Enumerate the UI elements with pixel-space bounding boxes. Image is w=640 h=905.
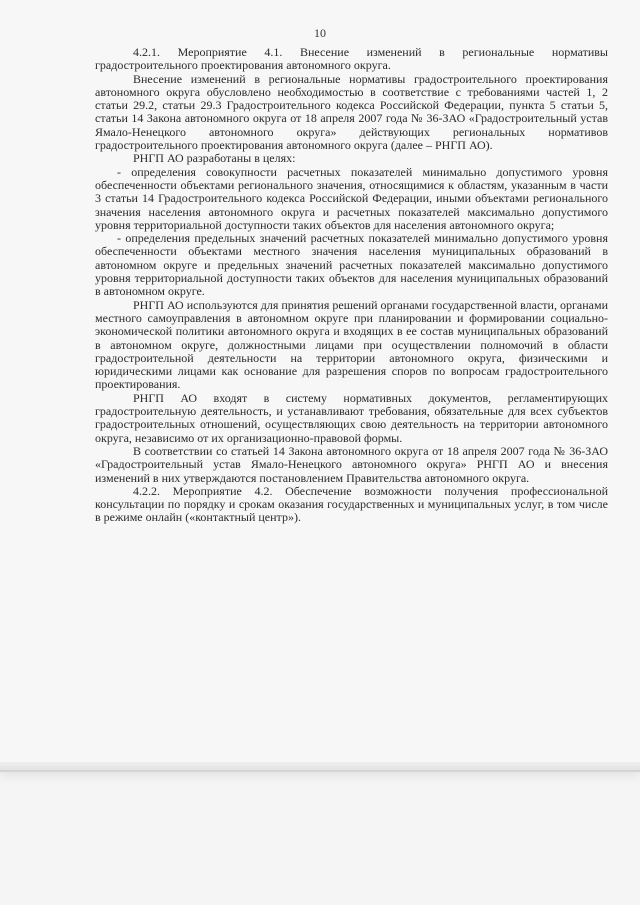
paragraph-amendment-basis: Внесение изменений в региональные нормативы градостроительного проектирования автономного округа обусловлено необходимостью в соответствие с требованиями частей 1, 2 статьи 29.2, статьи 29.3 Градостроительного кодекса Российской Федерации, пункта 5 статьи 5, статьи 14 Закона автономного округа от 18 апреля 2007 года № 36-ЗАО «Градостроительный устав Ямало-Ненецкого автономного округа» действующих региональных нормативов градостроительного проектирования автономного округа (далее – РНГП АО). (95, 71, 608, 153)
paragraph-section-4-2-2: 4.2.2. Мероприятие 4.2. Обеспечение возможности получения профессиональной консультации по порядку и срокам оказания государственных и муниципальных услуг, в том числе в режиме онлайн («контактный центр»). (95, 483, 608, 525)
paragraph-usage: РНГП АО используются для принятия решений органами государственной власти, органами местного самоуправления в автономном округе при планировании и формировании социально-экономической политики автономного округа и входящих в ее состав муниципальных образований в автономном округе, должностными лицами при осуществлении полномочий в области градостроительной деятельности на территории автономного округа, физическими и юридическими лицами как основание для разрешения споров по вопросам градостроительного проектирования. (95, 297, 608, 392)
scan-edge-divider (0, 762, 640, 770)
page-number: 10 (314, 26, 326, 40)
paragraph-purpose-municipal: - определения предельных значений расчетных показателей минимально допустимого уровня обеспеченности объектами местного значения населения муниципальных образований в автономном округе и предельных значений расчетных показателей максимально допустимого уровня территориальной доступности таких объектов для населения муниципальных образований в автономном округе. (95, 231, 608, 299)
paragraph-section-4-2-1-heading: 4.2.1. Мероприятие 4.1. Внесение изменений в региональные нормативы градостроительного проектирования автономного округа. (95, 45, 608, 73)
paragraph-regulatory-system: РНГП АО входят в систему нормативных документов, регламентирующих градостроительную деятельность, и устанавливают требования, обязательные для всех субъектов градостроительных отношений, осуществляющих свою деятельность на территории автономного округа, независимо от их организационно-правовой формы. (95, 390, 608, 445)
document-body (95, 46, 608, 525)
paragraph-approval: В соответствии со статьей 14 Закона автономного округа от 18 апреля 2007 года № 36-ЗАО «Градостроительный устав Ямало-Ненецкого автономного округа» РНГП АО и внесения изменений в них утверждаются постановлением Правительства автономного округа. (95, 443, 608, 485)
paragraph-purpose-regional: - определения совокупности расчетных показателей минимально допустимого уровня обеспеченности объектами регионального значения, относящимися к областям, указанным в части 3 статьи 14 Градостроительного кодекса Российской Федерации, иными объектами регионального значения населения автономного округа и расчетных показателей максимально допустимого уровня территориальной доступности таких объектов для населения автономного округа; (95, 164, 608, 232)
paragraph-purposes-intro: РНГП АО разработаны в целях: (133, 151, 296, 166)
